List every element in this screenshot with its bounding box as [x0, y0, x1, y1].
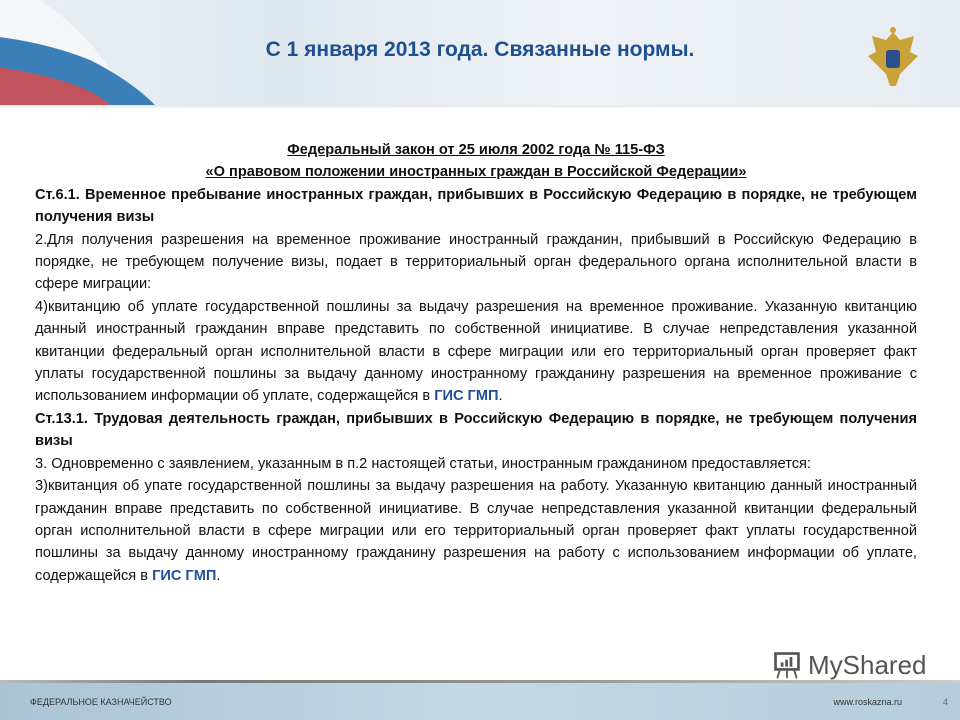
paragraph-item-3: 3. Одновременно с заявлением, указанным в п.2 настоящей статьи, иностранным гражданином предоставляется:	[35, 455, 811, 472]
myshared-watermark	[770, 650, 927, 680]
law-name: «О правовом положении иностранных граждан в Российской Федерации»	[205, 164, 747, 181]
watermark-text: MyShared	[808, 650, 927, 680]
gis-gmp-highlight: ГИС ГМП	[434, 388, 499, 405]
footer-url[interactable]: www.roskazna.ru	[833, 697, 902, 707]
article-13-1-heading: Ст.13.1. Трудовая деятельность граждан, прибывших в Российскую Федерацию в порядке, не требующем получения визы	[35, 410, 917, 450]
paragraph-text: 4)квитанцию об уплате государственной пошлины за выдачу разрешения на временное проживание. Указанную квитанцию данный иностранный гражданин вправе представить по собственной инициативе. В случае непредставления указанной квитанции федеральный орган исполнительной власти в сфере миграции или его территориальный орган проверяет факт уплаты государственной пошлины за выдачу данному иностранному гражданину разрешения на временное проживание с использованием информации об уплате, содержащейся в	[35, 298, 917, 405]
slide-header	[0, 0, 960, 105]
paragraph-item-4	[35, 296, 917, 408]
paragraph-subitem-3	[35, 475, 917, 587]
paragraph-item-2: 2.Для получения разрешения на временное проживание иностранный гражданин, прибывший в Российскую Федерацию в порядке, не требующем получение визы, подает в территориальный орган федерального органа исполнительной власти в сфере миграции:	[35, 231, 917, 293]
gis-gmp-highlight: ГИС ГМП	[152, 567, 217, 584]
treasury-emblem-icon	[864, 26, 922, 92]
slide-body	[35, 139, 917, 587]
presentation-board-icon	[770, 650, 804, 680]
header-divider	[0, 105, 960, 109]
slide-title: С 1 января 2013 года. Связанные нормы.	[265, 38, 695, 61]
page-number: 4	[942, 697, 948, 707]
law-title: Федеральный закон от 25 июля 2002 года № 115-ФЗ	[287, 142, 665, 158]
article-6-1-heading: Ст.6.1. Временное пребывание иностранных граждан, прибывших в Российскую Федерацию в порядке, не требующем получения визы	[35, 186, 917, 226]
period: .	[498, 388, 503, 405]
paragraph-text: 3)квитанция об упате государственной пошлины за выдачу разрешения на работу. Указанную квитанцию данный иностранный гражданин вправе представить по собственной инициативе. В случае непредставления указанной квитанции федеральный орган исполнительной власти в сфере миграции или его территориальный орган проверяет факт уплаты государственной пошлины за выдачу данному иностранному гражданину разрешения на работу с использованием информации об уплате, содержащейся в	[35, 478, 917, 584]
footer-org: ФЕДЕРАЛЬНОЕ КАЗНАЧЕЙСТВО	[30, 697, 172, 707]
period: .	[216, 567, 221, 584]
